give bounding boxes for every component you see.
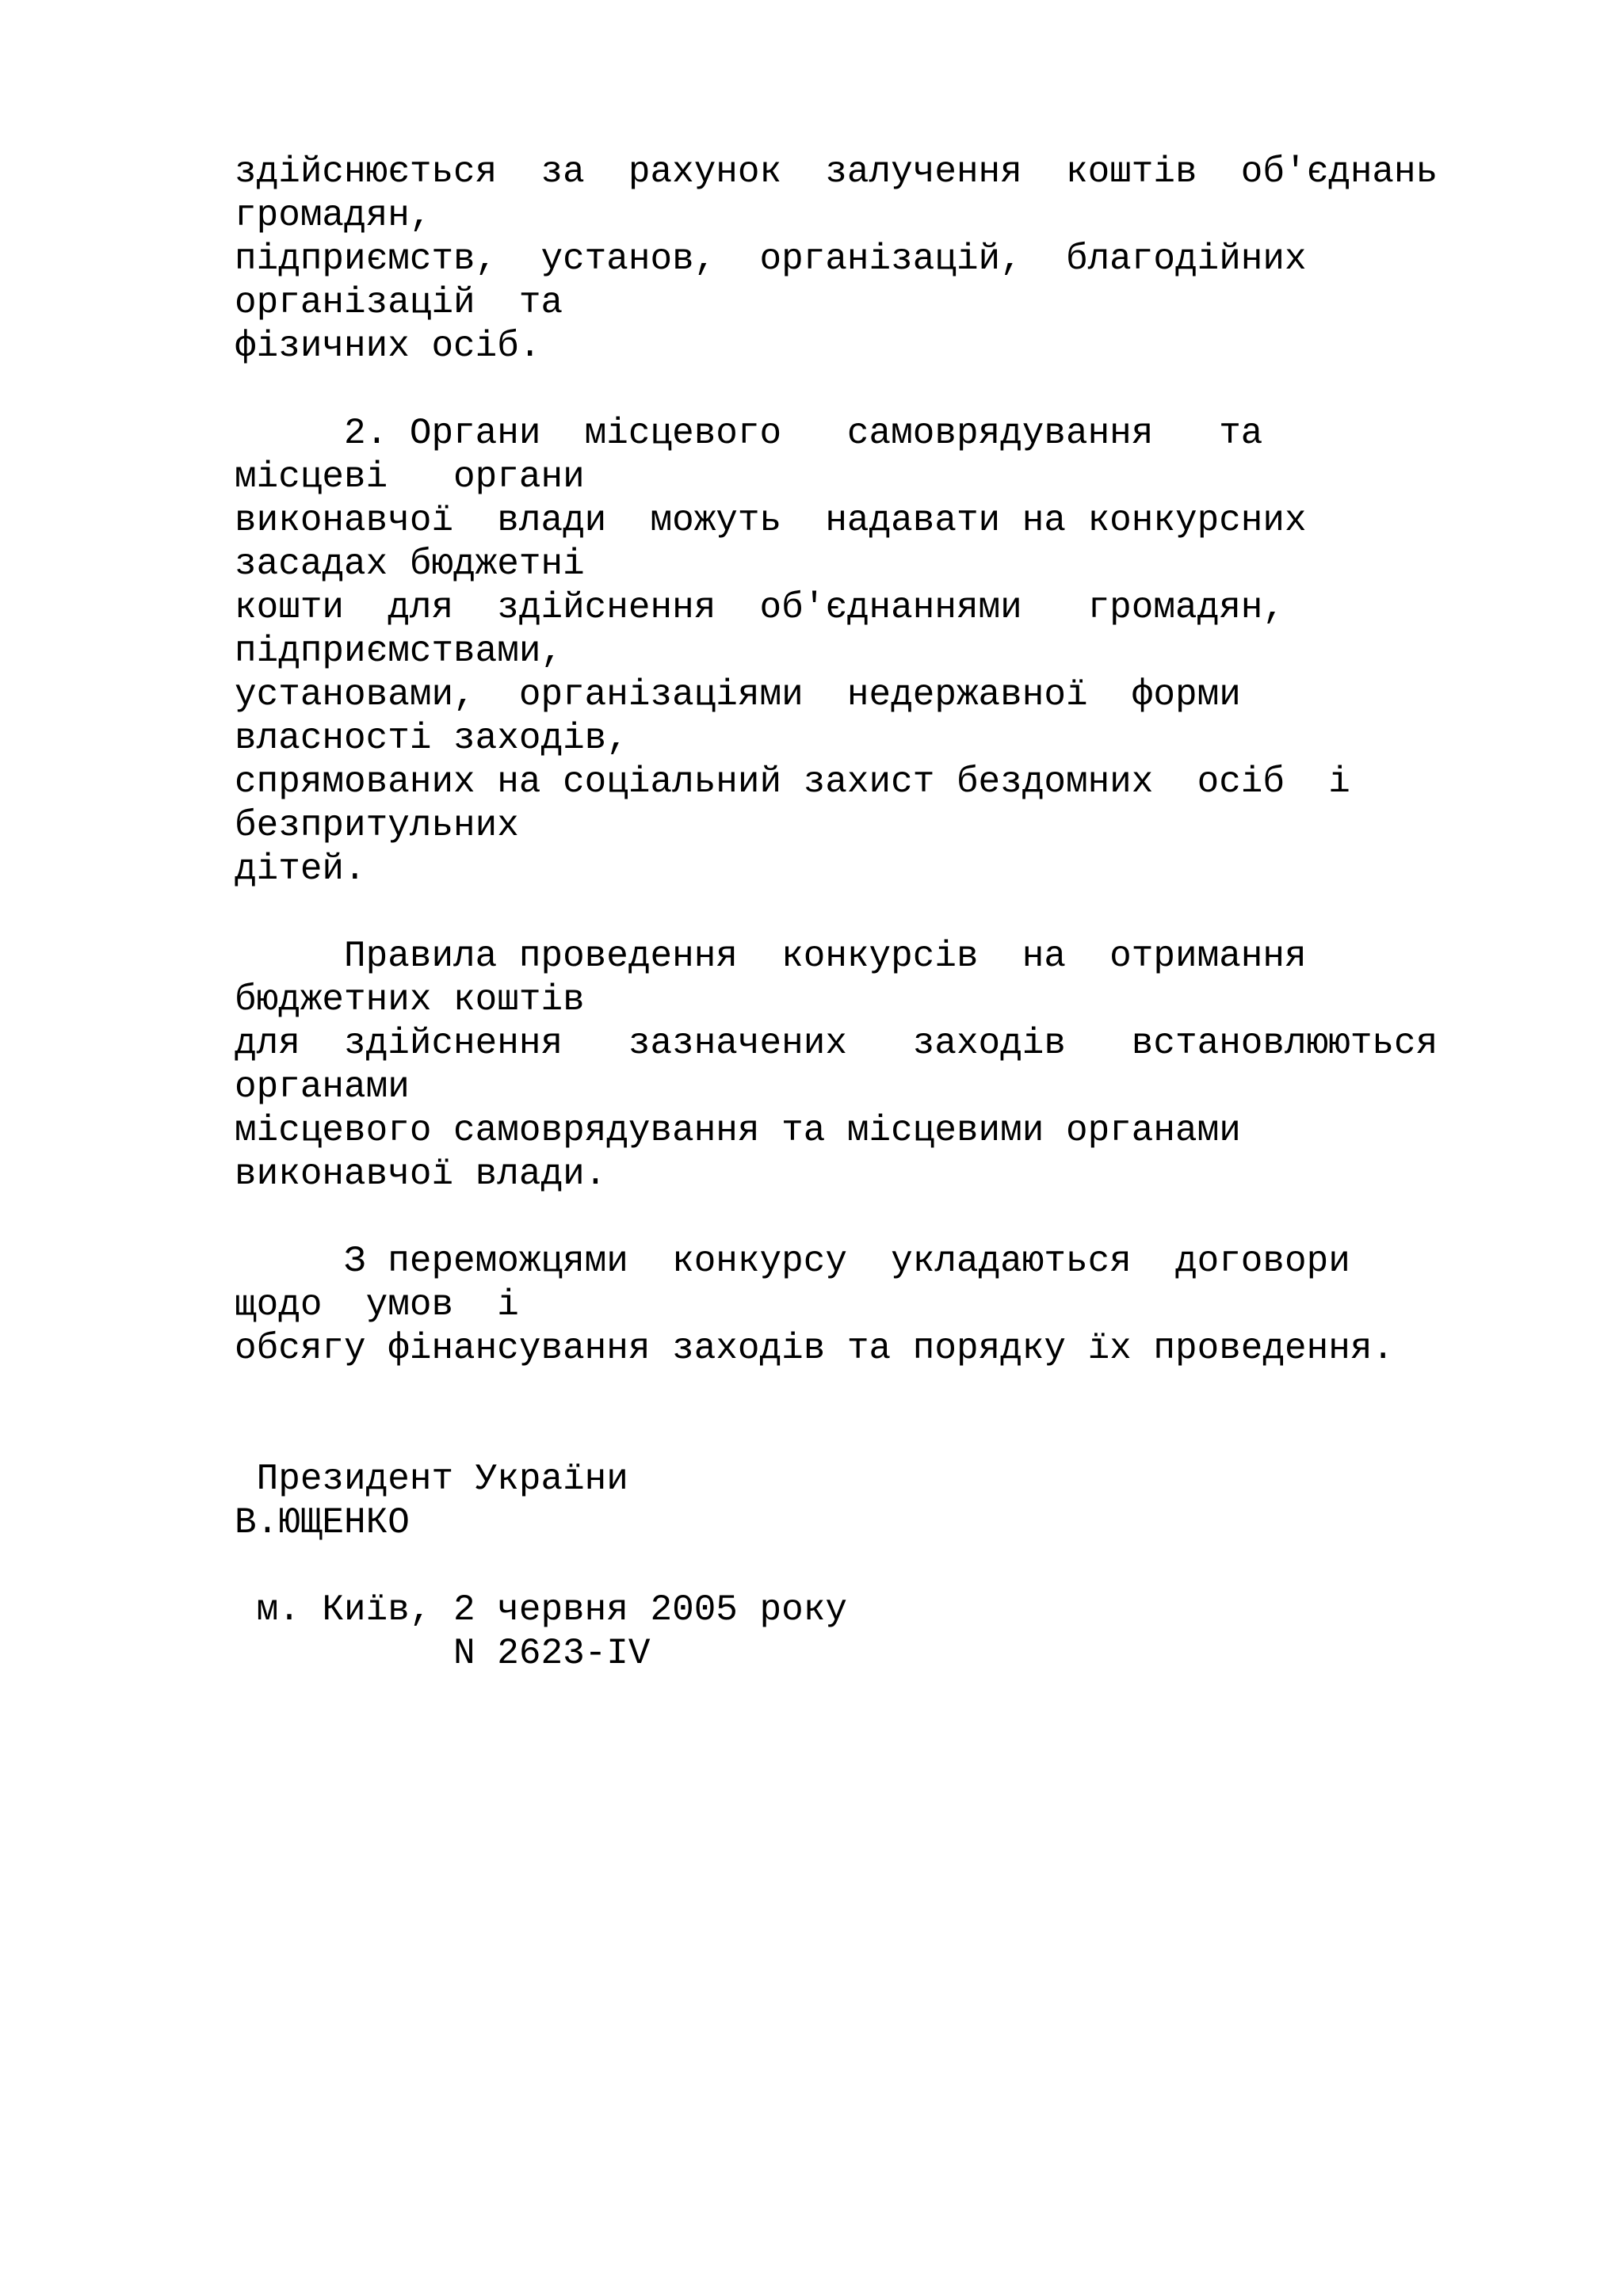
text-line: безпритульних — [235, 805, 519, 846]
text-line: організацій та — [235, 282, 563, 323]
text-line: здійснюється за рахунок залучення коштів об'єднань — [235, 151, 1438, 193]
text-line: З переможцями конкурсу укладаються договори — [235, 1241, 1350, 1282]
text-line: дітей. — [235, 849, 366, 890]
text-line: виконавчої влади. — [235, 1154, 607, 1195]
place-date-block — [235, 1589, 1542, 1676]
text-line: бюджетних коштів — [235, 979, 585, 1020]
text-line: підприємствами, — [235, 631, 563, 672]
paragraph-contracts — [235, 1240, 1542, 1371]
signatory-name: В.ЮЩЕНКО — [235, 1502, 410, 1543]
text-line: місцевого самоврядування та місцевими органами — [235, 1110, 1241, 1151]
paragraph-spacer — [235, 1371, 1542, 1414]
text-line: установами, організаціями недержавної форми — [235, 674, 1241, 715]
text-line: 2. Органи місцевого самоврядування та — [235, 413, 1263, 454]
text-line: кошти для здійснення об'єднаннями громадян, — [235, 587, 1285, 628]
text-line: спрямованих на соціальний захист бездомних осіб і — [235, 761, 1350, 803]
text-line: для здійснення зазначених заходів встановлюються — [235, 1023, 1438, 1064]
text-line: місцеві органи — [235, 456, 585, 498]
text-line: підприємств, установ, організацій, благодійних — [235, 238, 1307, 280]
law-number: N 2623-IV — [235, 1633, 651, 1674]
paragraph-spacer — [235, 1414, 1542, 1458]
paragraph-spacer — [235, 368, 1542, 412]
paragraph-funding-sources — [235, 151, 1542, 368]
paragraph-spacer — [235, 891, 1542, 935]
text-line: засадах бюджетні — [235, 543, 585, 585]
paragraph-contest-rules — [235, 935, 1542, 1196]
text-line: Правила проведення конкурсів на отримання — [235, 936, 1307, 977]
place-and-date: м. Київ, 2 червня 2005 року — [235, 1589, 847, 1630]
paragraph-spacer — [235, 1545, 1542, 1589]
text-line: органами — [235, 1066, 410, 1108]
text-line: громадян, — [235, 195, 432, 236]
signatory-title: Президент України — [235, 1459, 628, 1500]
text-line: обсягу фінансування заходів та порядку їх проведення. — [235, 1328, 1395, 1369]
signature-block — [235, 1458, 1542, 1545]
text-line: власності заходів, — [235, 718, 628, 759]
text-line: виконавчої влади можуть надавати на конкурсних — [235, 500, 1307, 541]
paragraph-budget-funds — [235, 412, 1542, 891]
text-line: щодо умов і — [235, 1284, 519, 1325]
paragraph-spacer — [235, 1196, 1542, 1240]
document-body — [235, 151, 1542, 1676]
text-line: фізичних осіб. — [235, 326, 541, 367]
